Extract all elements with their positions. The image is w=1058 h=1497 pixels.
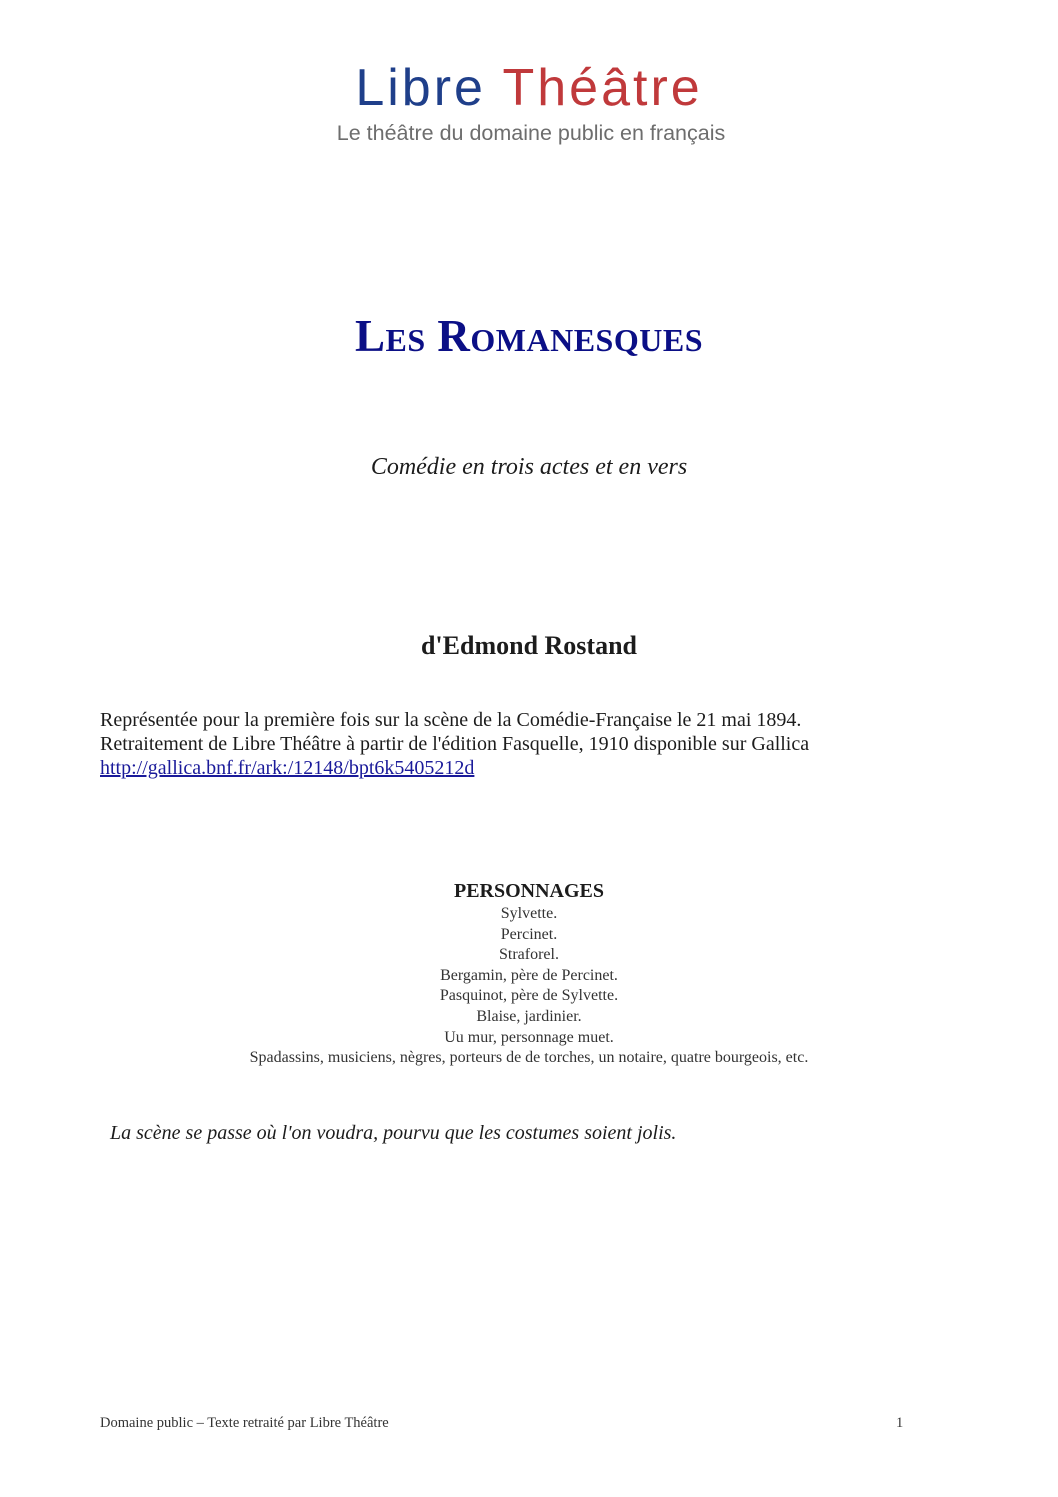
logo-word-libre: Libre: [355, 59, 486, 117]
play-author: d'Edmond Rostand: [420, 631, 638, 660]
staging-note: La scène se passe où l'on voudra, pourvu que les costumes soient jolis.: [110, 1122, 677, 1144]
footer-credit: Domaine public – Texte retraité par Libre Théâtre: [100, 1415, 389, 1431]
cast-item: Sylvette.: [500, 905, 558, 922]
cast-item: Uu mur, personnage muet.: [444, 1028, 614, 1046]
cast-item: Straforel.: [499, 946, 559, 964]
edition-info: [100, 708, 960, 780]
play-title: Les Romanesques: [355, 311, 703, 361]
cast-item: Spadassins, musiciens, nègres, porteurs de de torches, un notaire, quatre bourgeois, etc.: [249, 1049, 809, 1067]
premiere-info: Représentée pour la première fois sur la scène de la Comédie-Française le 21 mai 1894.: [100, 709, 802, 731]
gallica-link-row: [100, 756, 960, 780]
gallica-link[interactable]: http://gallica.bnf.fr/ark:/12148/bpt6k5405212d: [100, 757, 475, 779]
logo-word-theatre: Théâtre: [502, 59, 703, 117]
libre-theatre-logo: [0, 58, 1058, 146]
cast-item: Bergamin, père de Percinet.: [440, 966, 618, 984]
logo-tagline: Le théâtre du domaine public en français: [336, 121, 726, 145]
cast-item: Blaise, jardinier.: [476, 1007, 582, 1025]
logo-wordmark: [0, 58, 1058, 118]
play-subtitle: Comédie en trois actes et en vers: [370, 454, 688, 480]
cast-heading: PERSONNAGES: [453, 880, 605, 902]
cast-items: [0, 904, 1058, 1069]
edition-source: Retraitement de Libre Théâtre à partir de l'édition Fasquelle, 1910 disponible sur Gallica: [100, 733, 810, 755]
cast-item: Pasquinot, père de Sylvette.: [439, 987, 619, 1005]
cast-item: Percinet.: [500, 925, 558, 943]
page-number: 1: [896, 1415, 904, 1431]
cast-list: [0, 878, 1058, 1069]
